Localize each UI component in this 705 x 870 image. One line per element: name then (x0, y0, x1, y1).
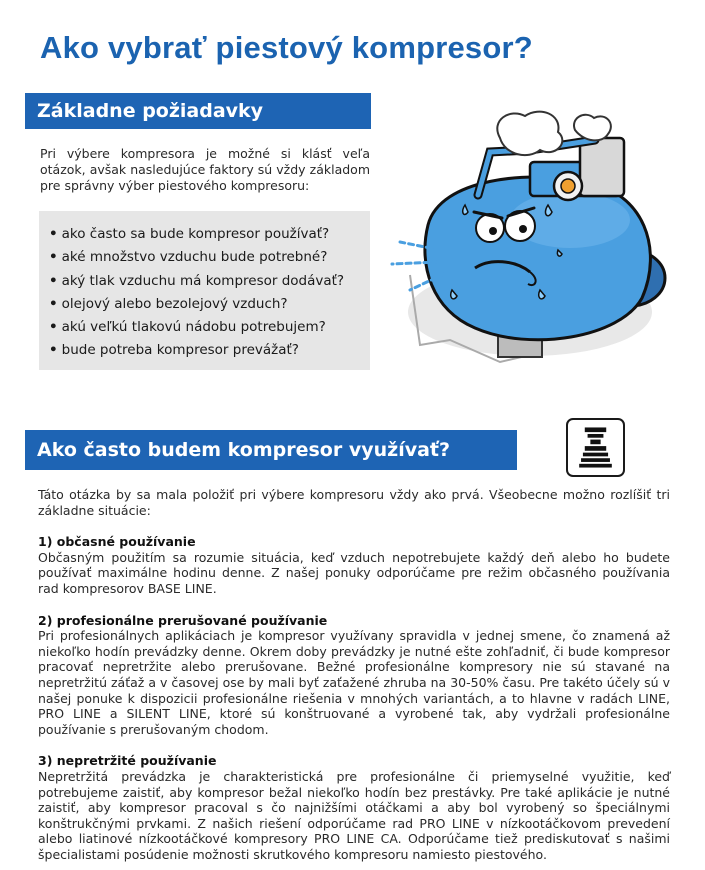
usage-section-occasional (38, 534, 670, 596)
usage-section-text: Pri profesionálnych aplikáciach je kompresor využívany spravidla v jednej smene, čo znamená až niekoľko hodín prevádzky denne. Okrem doby prevádzky je nutné ešte zohľadniť, či bude kompresor pracovať nepretržite alebo prerušovane. Bežné profesionálne kompresory nie sú stavané na nepretržitú záťaž a v časovej ose by mali byť zaťažené zhruba na 30-50% času. Pre takéto účely sú v našej ponuke k dispozicii profesionálne riešenia v mnohých variantách, a to hlavne v radách LINE, PRO LINE a SILENT LINE, ktoré sú konštruované a vyrobené tak, aby vydržali profesionálne používanie s prerušovaným chodom. (38, 628, 670, 737)
tired-compressor-cartoon-icon (380, 100, 675, 372)
requirements-list (49, 223, 370, 363)
usage-content (38, 487, 670, 870)
requirements-box (39, 211, 370, 370)
page-title: Ako vybrať piestový kompresor? (40, 30, 533, 65)
section-heading-usage-label: Ako často budem kompresor využívať? (37, 439, 451, 461)
usage-section-text: Nepretržitá prevádzka je charakteristická pre profesionálne či priemyselné využitie, keď potrebujeme zaistiť, aby kompresor bežal niekoľko hodín bez prestávky. Pre také aplikácie je nutné zaistiť, aby kompresor pracoval s čo najnižšími otáčkami a aby bol vyrobený so špeciálnymi konštrukčnými prvkami. Z našich riešení odporúčame rad PRO LINE v nízkootáčkovom prevedení alebo liatinové nízkootáčkové kompresory PRO LINE CA. Odporúčame tiež prediskutovať s našimi špecialistami posúdenie možnosti skrutkového kompresoru namiesto piestového. (38, 768, 670, 862)
list-item: • aké množstvo vzduchu bude potrebné? (49, 249, 328, 266)
usage-lead: Táto otázka by sa mala položiť pri výbere kompresoru vždy ako prvá. Všeobecne možno rozlíšiť tri základne situácie: (38, 487, 670, 518)
usage-section-continuous (38, 753, 670, 862)
basics-intro: Pri výbere kompresora je možné si klásť veľa otázok, avšak nasledujúce faktory sú vždy základom pre správny výber piestového kompresoru: (40, 146, 370, 193)
list-item: • olejový alebo bezolejový vzduch? (49, 295, 288, 312)
list-item: • aký tlak vzduchu má kompresor dodávať? (49, 272, 345, 289)
usage-section-text: Občasným použitím sa rozumie situácia, keď vzduch nepotrebujete každý deň alebo ho budete používať maximálne hodinu denne. Z našej ponuky odporúčame pre režim občasného používania rad kompresorov BASE LINE. (38, 549, 670, 596)
stacked-bars-icon (566, 418, 625, 477)
usage-section-intermittent (38, 613, 670, 738)
list-item: • akú veľkú tlakovú nádobu potrebujem? (49, 319, 326, 336)
section-heading-basics (25, 93, 371, 129)
list-item: • ako často sa bude kompresor používať? (49, 226, 330, 242)
usage-section-title: 3) nepretržité používanie (38, 753, 217, 769)
section-heading-basics-label: Základne požiadavky (37, 100, 264, 122)
usage-section-title: 2) profesionálne prerušované používanie (38, 612, 328, 628)
usage-section-title: 1) občasné používanie (38, 534, 196, 550)
section-heading-usage (25, 430, 517, 470)
list-item: • bude potreba kompresor prevážať? (49, 342, 299, 359)
